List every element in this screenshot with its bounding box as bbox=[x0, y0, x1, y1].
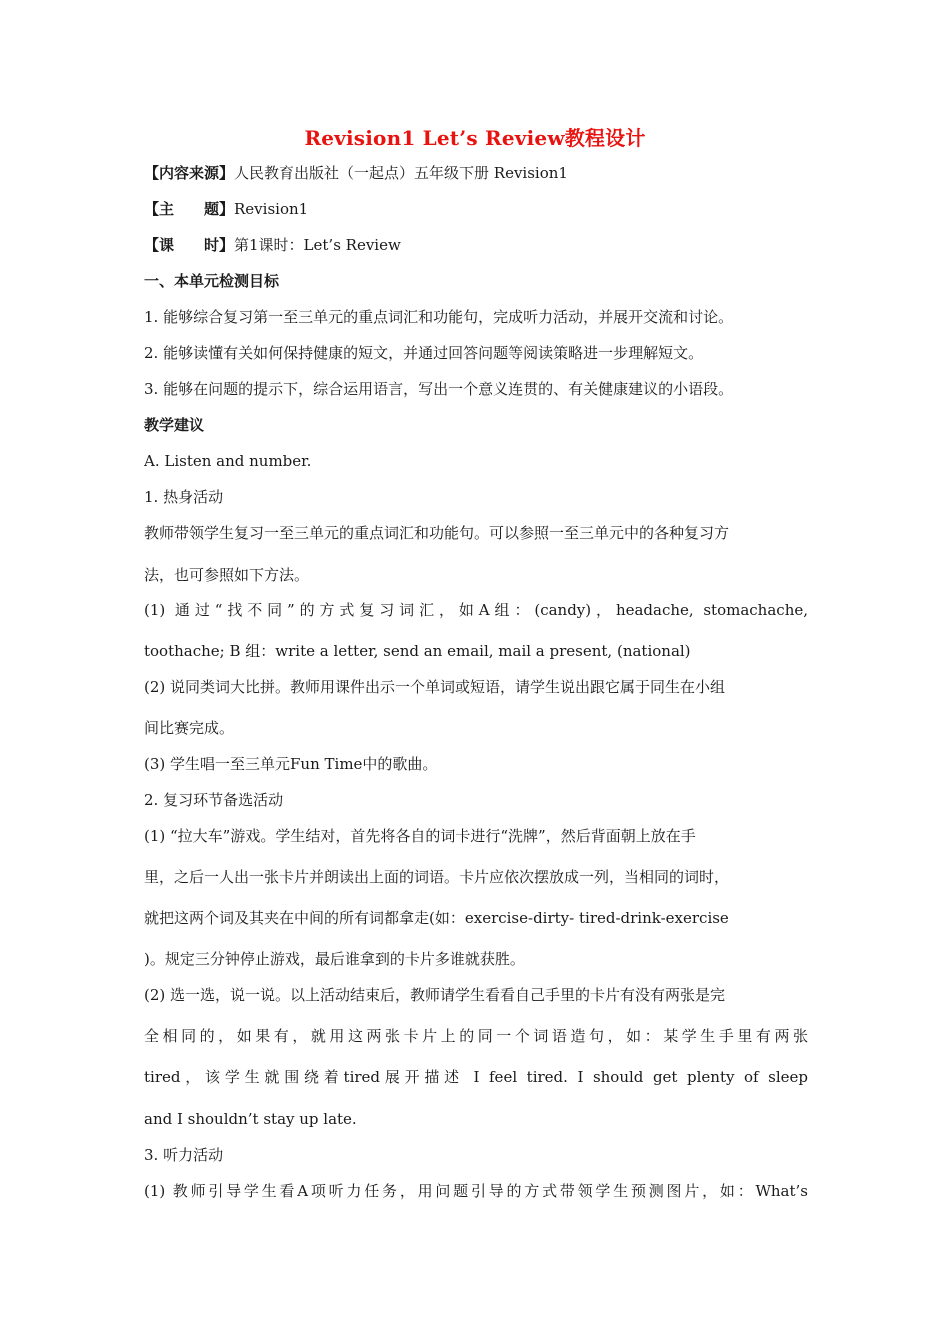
meta-topic-label: 【主 题】 bbox=[144, 200, 235, 218]
body-line: 里，之后一人出一张卡片并朗读出上面的词语。卡片应依次摆放成一列，当相同的词时， bbox=[144, 868, 730, 886]
meta-source-value: 人民教育出版社（一起点）五年级下册 Revision1 bbox=[234, 164, 568, 182]
activity-a-heading: A. Listen and number. bbox=[144, 452, 312, 470]
meta-source bbox=[144, 162, 808, 184]
meta-topic-value: Revision1 bbox=[234, 200, 309, 218]
warmup-heading: 1. 热身活动 bbox=[144, 488, 224, 506]
meta-source-label: 【内容来源】 bbox=[144, 164, 235, 182]
body-line: 间比赛完成。 bbox=[144, 719, 235, 737]
meta-topic bbox=[144, 198, 808, 220]
body-line: 法，也可参照如下方法。 bbox=[144, 566, 310, 584]
goal-item: 2. 能够读懂有关如何保持健康的短文，并通过回答问题等阅读策略进一步理解短文。 bbox=[144, 344, 704, 362]
section-heading-goals: 一、本单元检测目标 bbox=[144, 272, 280, 290]
document-title: Revision1 Let’s Review教程设计 bbox=[304, 126, 646, 150]
goal-item: 3. 能够在问题的提示下，综合运用语言，写出一个意义连贯的、有关健康建议的小语段。 bbox=[144, 380, 734, 398]
body-line: )。规定三分钟停止游戏，最后谁拿到的卡片多谁就获胜。 bbox=[144, 950, 525, 968]
body-line: and I shouldn’t stay up late. bbox=[144, 1110, 357, 1128]
body-line: 就把这两个词及其夹在中间的所有词都拿走(如：exercise-dirty- tired-drink-exercise bbox=[144, 909, 729, 927]
body-line: (3) 学生唱一至三单元Fun Time中的歌曲。 bbox=[144, 755, 438, 773]
body-line: (2) 选一选，说一说。以上活动结束后，教师请学生看看自己手里的卡片有没有两张是完 bbox=[144, 986, 726, 1004]
meta-period-value: 第1课时：Let’s Review bbox=[234, 236, 401, 254]
review-heading: 2. 复习环节备选活动 bbox=[144, 791, 284, 809]
body-line: (1) “拉大车”游戏。学生结对，首先将各自的词卡进行“洗牌”，然后背面朝上放在手 bbox=[144, 827, 696, 845]
meta-period bbox=[144, 234, 808, 256]
meta-period-label: 【课 时】 bbox=[144, 236, 235, 254]
body-line: toothache; B 组：write a letter, send an email, mail a present, (national) bbox=[144, 642, 691, 660]
section-heading-suggestions: 教学建议 bbox=[144, 416, 205, 434]
goal-item: 1. 能够综合复习第一至三单元的重点词汇和功能句，完成听力活动，并展开交流和讨论。 bbox=[144, 308, 734, 326]
listening-heading: 3. 听力活动 bbox=[144, 1146, 224, 1164]
body-line: tired，该学生就围绕着tired展开描述 I feel tired. I should get plenty of sleep bbox=[144, 1068, 808, 1086]
body-line: (2) 说同类词大比拼。教师用课件出示一个单词或短语，请学生说出跟它属于同生在小组 bbox=[144, 678, 726, 696]
body-line: (1) 通过“找不同”的方式复习词汇，如A组：(candy)，headache, stomachache, bbox=[144, 601, 808, 619]
body-line: 全相同的，如果有，就用这两张卡片上的同一个词语造句，如：某学生手里有两张 bbox=[144, 1027, 808, 1045]
body-line: 教师带领学生复习一至三单元的重点词汇和功能句。可以参照一至三单元中的各种复习方 bbox=[144, 524, 730, 542]
body-line: (1) 教师引导学生看A项听力任务，用问题引导的方式带领学生预测图片，如：What’s bbox=[144, 1182, 808, 1200]
